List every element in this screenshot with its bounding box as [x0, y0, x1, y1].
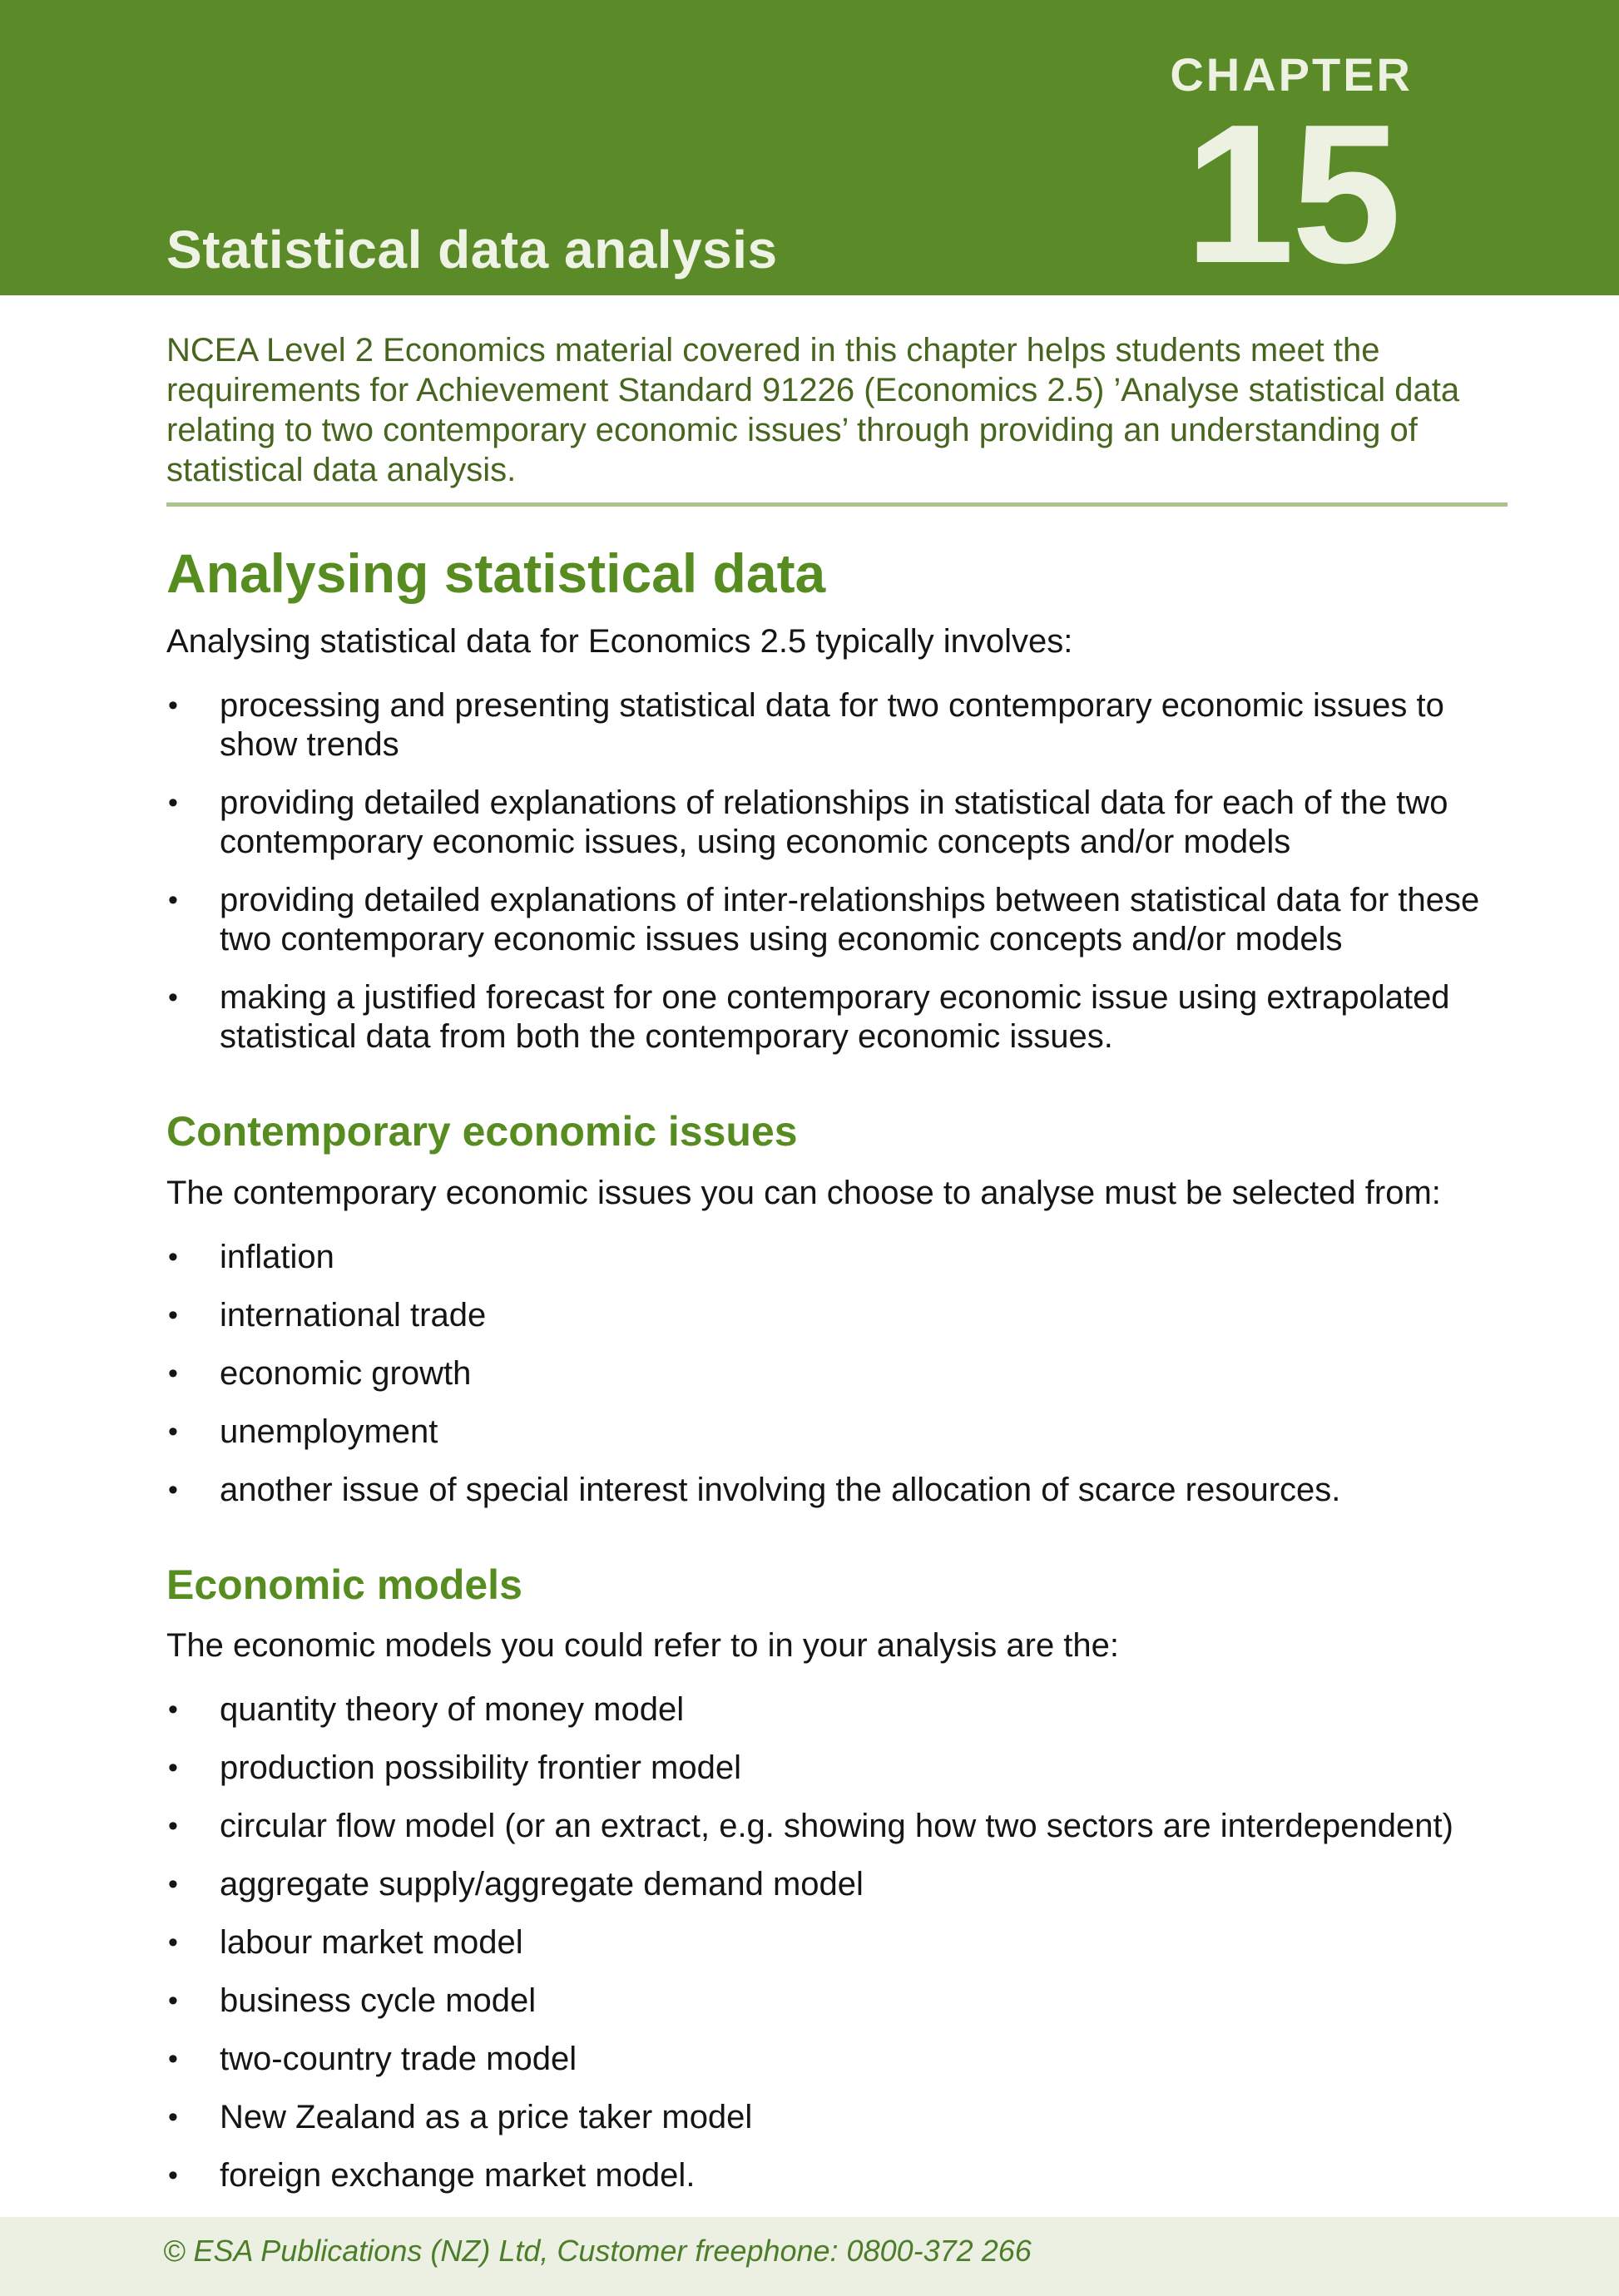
- list-item-text: foreign exchange market model.: [220, 2157, 696, 2195]
- intro-paragraph: NCEA Level 2 Economics material covered in this chapter helps students meet the requirements for Achievement Standard 91226 (Economics 2.5) ’Analyse statistical data relating to two contemporary economic issues’ through providing an understanding of statistical data analysis.: [166, 332, 1460, 488]
- bullet-icon: •: [168, 982, 178, 1014]
- section-lead: The contemporary economic issues you can choose to analyse must be selected from:: [166, 1174, 1441, 1211]
- bullet-icon: •: [168, 884, 178, 917]
- list-item: [166, 1982, 1508, 2021]
- chapter-banner: [0, 0, 1619, 304]
- section-lead: The economic models you could refer to in your analysis are the:: [166, 1627, 1120, 1665]
- list-item-text: providing detailed explanations of inter-relationships between statistical data for these two contemporary economic issues using economic concepts and/or models: [220, 882, 1480, 958]
- bullet-list: [166, 686, 1508, 1056]
- list-item-text: making a justified forecast for one contemporary economic issue using extrapolated statistical data from both the contemporary economic issues.: [220, 979, 1450, 1056]
- bullet-icon: •: [168, 1752, 178, 1784]
- section-economic-models: [166, 1563, 1508, 2196]
- bullet-icon: •: [168, 1415, 178, 1447]
- list-item-text: unemployment: [220, 1413, 438, 1450]
- list-item-text: economic growth: [220, 1354, 472, 1392]
- bullet-icon: •: [168, 1357, 178, 1389]
- page-title: Statistical data analysis: [166, 220, 778, 280]
- list-item: [166, 1807, 1508, 1846]
- list-item-text: processing and presenting statistical data for two contemporary economic issues to show trends: [220, 687, 1444, 764]
- chapter-number: 15: [1184, 84, 1399, 304]
- list-item: [166, 1413, 1508, 1452]
- bullet-icon: •: [168, 1985, 178, 2017]
- list-item-text: another issue of special interest involving the allocation of scarce resources.: [220, 1471, 1341, 1508]
- publisher-credit: © ESA Publications (NZ) Ltd, Customer freephone: 0800-372 266: [163, 2234, 1032, 2268]
- list-item-text: international trade: [220, 1296, 487, 1334]
- bullet-icon: •: [168, 690, 178, 722]
- list-item-text: New Zealand as a price taker model: [220, 2099, 753, 2136]
- list-item: [166, 1471, 1508, 1510]
- bullet-icon: •: [168, 2160, 178, 2192]
- list-item: [166, 1354, 1508, 1393]
- bullet-icon: •: [168, 2101, 178, 2134]
- list-item: [166, 686, 1508, 765]
- list-item-text: business cycle model: [220, 1982, 537, 2020]
- chapter-label: CHAPTER: [1170, 48, 1413, 101]
- section-heading: Contemporary economic issues: [166, 1108, 798, 1155]
- bullet-list: [166, 1238, 1508, 1510]
- bullet-icon: •: [168, 1240, 178, 1273]
- list-item: [166, 881, 1508, 959]
- list-item: [166, 1923, 1508, 1962]
- list-item-text: labour market model: [220, 1924, 523, 1962]
- bullet-icon: •: [168, 787, 178, 819]
- list-item-text: inflation: [220, 1238, 334, 1275]
- list-item: [166, 1238, 1508, 1277]
- list-item: [166, 2040, 1508, 2079]
- bullet-icon: •: [168, 1299, 178, 1331]
- list-item: [166, 1690, 1508, 1729]
- list-item: [166, 1296, 1508, 1335]
- list-item-text: production possibility frontier model: [220, 1749, 741, 1787]
- section-heading: Economic models: [166, 1561, 522, 1608]
- list-item: [166, 978, 1508, 1056]
- bullet-icon: •: [168, 1927, 178, 1959]
- list-item-text: providing detailed explanations of relationships in statistical data for each of the two contemporary economic issues, using economic concepts and/or models: [220, 784, 1448, 861]
- page-content: [0, 330, 1619, 2195]
- list-item: [166, 784, 1508, 862]
- section-analysing-statistical-data: [166, 542, 1508, 1056]
- section-lead: Analysing statistical data for Economics 2.5 typically involves:: [166, 623, 1073, 661]
- list-item: [166, 2098, 1508, 2137]
- bullet-icon: •: [168, 1810, 178, 1843]
- list-item: [166, 1749, 1508, 1788]
- list-item: [166, 2156, 1508, 2195]
- bullet-icon: •: [168, 1694, 178, 1726]
- list-item-text: aggregate supply/aggregate demand model: [220, 1866, 864, 1903]
- list-item: [166, 1865, 1508, 1904]
- bullet-icon: •: [168, 1473, 178, 1506]
- bullet-list: [166, 1690, 1508, 2195]
- page-footer: [0, 2217, 1619, 2296]
- section-contemporary-economic-issues: [166, 1110, 1508, 1510]
- bullet-icon: •: [168, 2043, 178, 2076]
- section-heading: Analysing statistical data: [166, 542, 826, 604]
- divider-rule: [166, 502, 1508, 507]
- bullet-icon: •: [168, 1868, 178, 1901]
- list-item-text: quantity theory of money model: [220, 1691, 685, 1729]
- list-item-text: circular flow model (or an extract, e.g. showing how two sectors are interdependent): [220, 1808, 1453, 1845]
- chapter-badge: [1170, 48, 1413, 304]
- list-item-text: two-country trade model: [220, 2041, 577, 2078]
